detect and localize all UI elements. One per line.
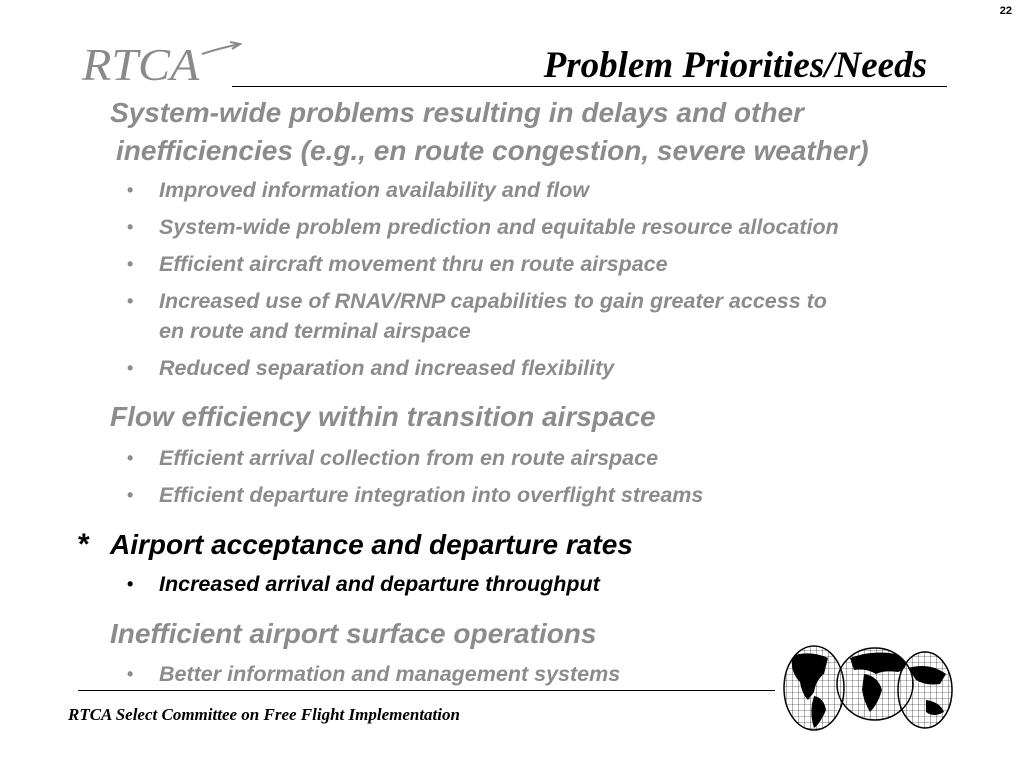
bullet-item: Efficient departure integration into overflight streams [159, 483, 704, 507]
bullet-item: Increased use of RNAV/RNP capabilities to gain greater access to [159, 289, 827, 313]
bullet-dot: • [127, 448, 134, 468]
bullet-dot: • [127, 254, 134, 274]
section-heading-surface-ops: Inefficient airport surface operations [110, 618, 597, 649]
bullet-item: Efficient aircraft movement thru en route airspace [159, 252, 668, 276]
bullet-item-continued: en route and terminal airspace [159, 319, 471, 343]
bullet-item: Reduced separation and increased flexibility [159, 356, 615, 380]
bullet-dot: • [127, 217, 134, 237]
bullet-item: System-wide problem prediction and equitable resource allocation [159, 215, 839, 239]
title-divider [232, 86, 947, 87]
active-marker-star: * [78, 528, 90, 561]
bullet-item: Better information and management systems [159, 662, 621, 686]
world-globe-icon [780, 644, 955, 734]
bullet-dot: • [127, 574, 134, 594]
footer-divider [78, 690, 775, 691]
bullet-dot: • [127, 180, 134, 200]
bullet-dot: • [127, 485, 134, 505]
bullet-item: Increased arrival and departure throughput [159, 572, 600, 596]
bullet-dot: • [127, 291, 134, 311]
section-heading-system-wide: System-wide problems resulting in delays and other [110, 97, 804, 128]
page-number: 22 [999, 5, 1012, 17]
section-heading-airport-rates: Airport acceptance and departure rates [110, 529, 633, 560]
bullet-item: Efficient arrival collection from en route airspace [159, 446, 659, 470]
section-heading-transition: Flow efficiency within transition airspace [110, 401, 656, 432]
bullet-dot: • [127, 358, 134, 378]
bullet-dot: • [127, 664, 134, 684]
logo-swoosh-icon [200, 40, 244, 60]
section-heading-system-wide-line2: inefficiencies (e.g., en route congestion, severe weather) [116, 135, 869, 166]
rtca-logo: RTCA [82, 40, 200, 91]
bullet-item: Improved information availability and flow [159, 178, 590, 202]
slide-title: Problem Priorities/Needs [543, 45, 927, 86]
footer-text: RTCA Select Committee on Free Flight Implementation [68, 705, 460, 724]
